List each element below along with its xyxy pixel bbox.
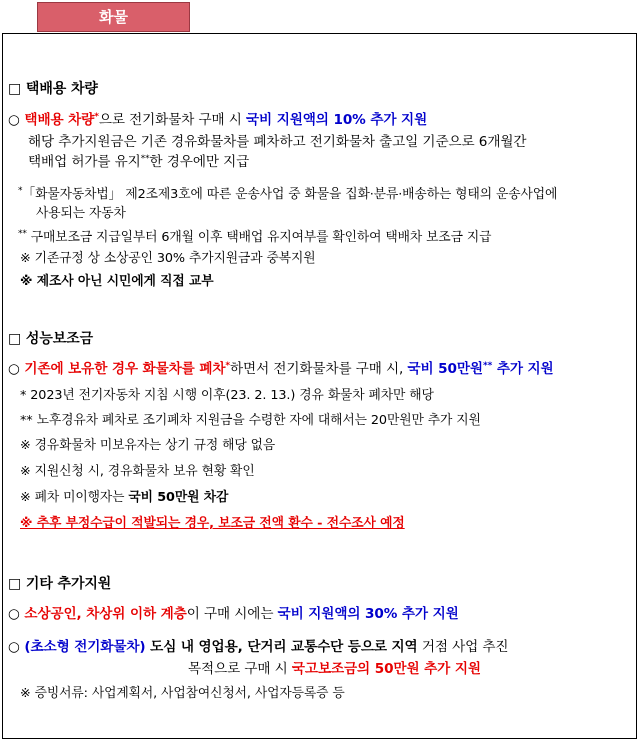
performance-note-4: ※ 지원신청 시, 경유화물차 보유 현황 확인	[20, 464, 255, 479]
delivery-note-4: ※ 제조사 아닌 시민에게 직접 교부	[20, 274, 214, 289]
delivery-note-1: *「화물자동차법」 제2조제3호에 따른 운송사업 중 화물을 집화·분류·배송하는 형태의 운송사업에	[18, 186, 558, 202]
performance-note-5: ※ 폐차 미이행자는 국비 50만원 차감	[20, 490, 229, 505]
other-main-point-1: ○ 소상공인, 차상위 이하 계층이 구매 시에는 국비 지원액의 30% 추가 지원	[8, 606, 459, 622]
delivery-note-2: ** 구매보조금 지급일부터 6개월 이후 택배업 유지여부를 확인하여 택배차 보조금 지급	[18, 229, 492, 245]
other-main-point-2-cont: 목적으로 구매 시 국고보조금의 50만원 추가 지원	[188, 661, 481, 677]
performance-warning: ※ 추후 부정수급이 적발되는 경우, 보조금 전액 환수 - 전수조사 예정	[20, 516, 405, 531]
other-main-point-2: ○ (초소형 전기화물차) 도심 내 영업용, 단거리 교통수단 등으로 지역 거점 사업 추진	[8, 639, 509, 655]
other-note-1: ※ 증빙서류: 사업계획서, 사업참여신청서, 사업자등록증 등	[20, 686, 345, 701]
delivery-detail-2: 택배업 허가를 유지**한 경우에만 지급	[28, 154, 250, 170]
section-heading-delivery: □ 택배용 차량	[8, 81, 98, 97]
performance-note-3: ※ 경유화물차 미보유자는 상기 규정 해당 없음	[20, 438, 276, 453]
performance-note-2: ** 노후경유차 폐차로 조기폐차 지원금을 수령한 자에 대해서는 20만원만 추가 지원	[20, 413, 481, 428]
section-heading-performance: □ 성능보조금	[8, 331, 94, 347]
performance-main-point: ○ 기존에 보유한 경우 화물차를 폐차*하면서 전기화물차를 구매 시, 국비 50만원** 추가 지원	[8, 361, 554, 377]
tab-label: 화물	[99, 8, 128, 26]
category-tab[interactable]	[37, 2, 190, 32]
delivery-main-point: ○ 택배용 차량*으로 전기화물차 구매 시 국비 지원액의 10% 추가 지원	[8, 112, 428, 128]
performance-note-1: * 2023년 전기자동차 지침 시행 이후(23. 2. 13.) 경유 화물차 폐차만 해당	[20, 388, 434, 403]
delivery-note-1-cont: 사용되는 자동차	[36, 206, 126, 221]
delivery-note-3: ※ 기존규정 상 소상공인 30% 추가지원금과 중복지원	[20, 251, 316, 266]
section-heading-other: □ 기타 추가지원	[8, 576, 112, 592]
delivery-detail-1: 해당 추가지원금은 기존 경유화물차를 폐차하고 전기화물차 출고일 기준으로 6개월간	[28, 134, 527, 150]
